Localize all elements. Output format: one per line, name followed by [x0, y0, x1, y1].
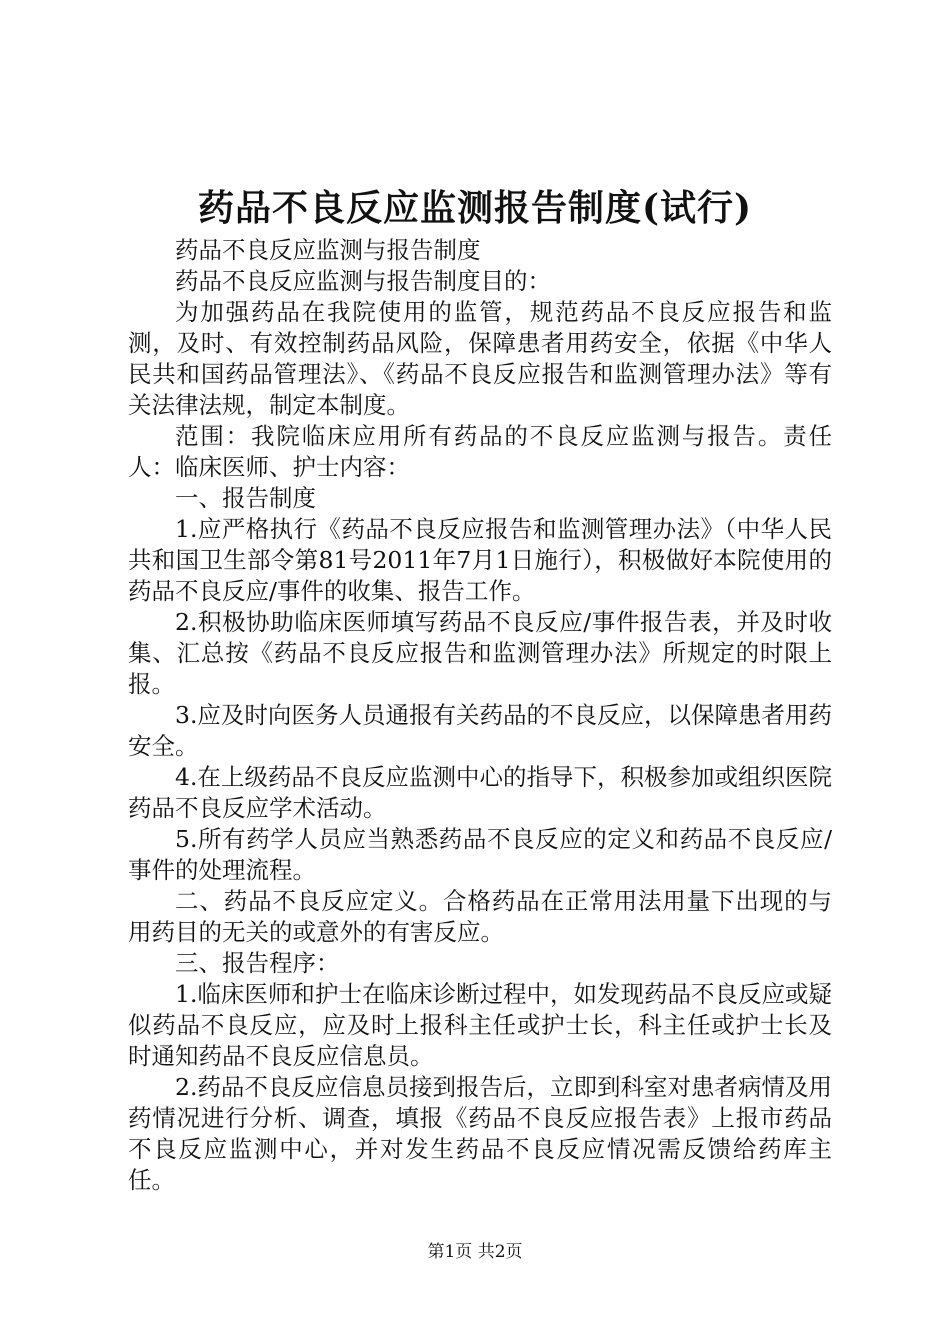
document-title: 药品不良反应监测报告制度(试行)	[197, 187, 753, 229]
section-heading: 一、报告制度	[175, 484, 316, 512]
paragraph: 范围：我院临床应用所有药品的不良反应监测与报告。责任人：临床医师、护士内容：	[128, 422, 832, 481]
section-heading: 二、药品不良反应定义。合格药品在正常用法用量下出现的与用药目的无关的或意外的有害反应。	[128, 887, 832, 946]
paragraph: 1.临床医师和护士在临床诊断过程中，如发现药品不良反应或疑似药品不良反应，应及时上报科主任或护士长，科主任或护士长及时通知药品不良反应信息员。	[128, 980, 832, 1070]
document-body	[128, 235, 832, 1196]
paragraph: 2.积极协助临床医师填写药品不良反应/事件报告表，并及时收集、汇总按《药品不良反应报告和监测管理办法》所规定的时限上报。	[128, 608, 832, 698]
paragraph: 为加强药品在我院使用的监管，规范药品不良反应报告和监测，及时、有效控制药品风险，保障患者用药安全，依据《中华人民共和国药品管理法》、《药品不良反应报告和监测管理办法》等有关法律法规，制定本制度。	[128, 298, 832, 419]
paragraph: 4.在上级药品不良反应监测中心的指导下，积极参加或组织医院药品不良反应学术活动。	[128, 763, 832, 822]
paragraph: 1.应严格执行《药品不良反应报告和监测管理办法》（中华人民共和国卫生部令第81号2011年7月1日施行），积极做好本院使用的药品不良反应/事件的收集、报告工作。	[128, 515, 832, 605]
paragraph: 5.所有药学人员应当熟悉药品不良反应的定义和药品不良反应/事件的处理流程。	[128, 825, 832, 884]
paragraph: 药品不良反应监测与报告制度目的：	[175, 267, 551, 295]
section-heading: 三、报告程序：	[175, 949, 340, 977]
paragraph: 3.应及时向医务人员通报有关药品的不良反应，以保障患者用药安全。	[128, 701, 832, 760]
paragraph: 药品不良反应监测与报告制度	[175, 236, 481, 264]
paragraph: 2.药品不良反应信息员接到报告后，立即到科室对患者病情及用药情况进行分析、调查，填报《药品不良反应报告表》上报市药品不良反应监测中心，并对发生药品不良反应情况需反馈给药库主任。	[128, 1073, 832, 1194]
page-number-footer: 第1页 共2页	[427, 1242, 523, 1262]
